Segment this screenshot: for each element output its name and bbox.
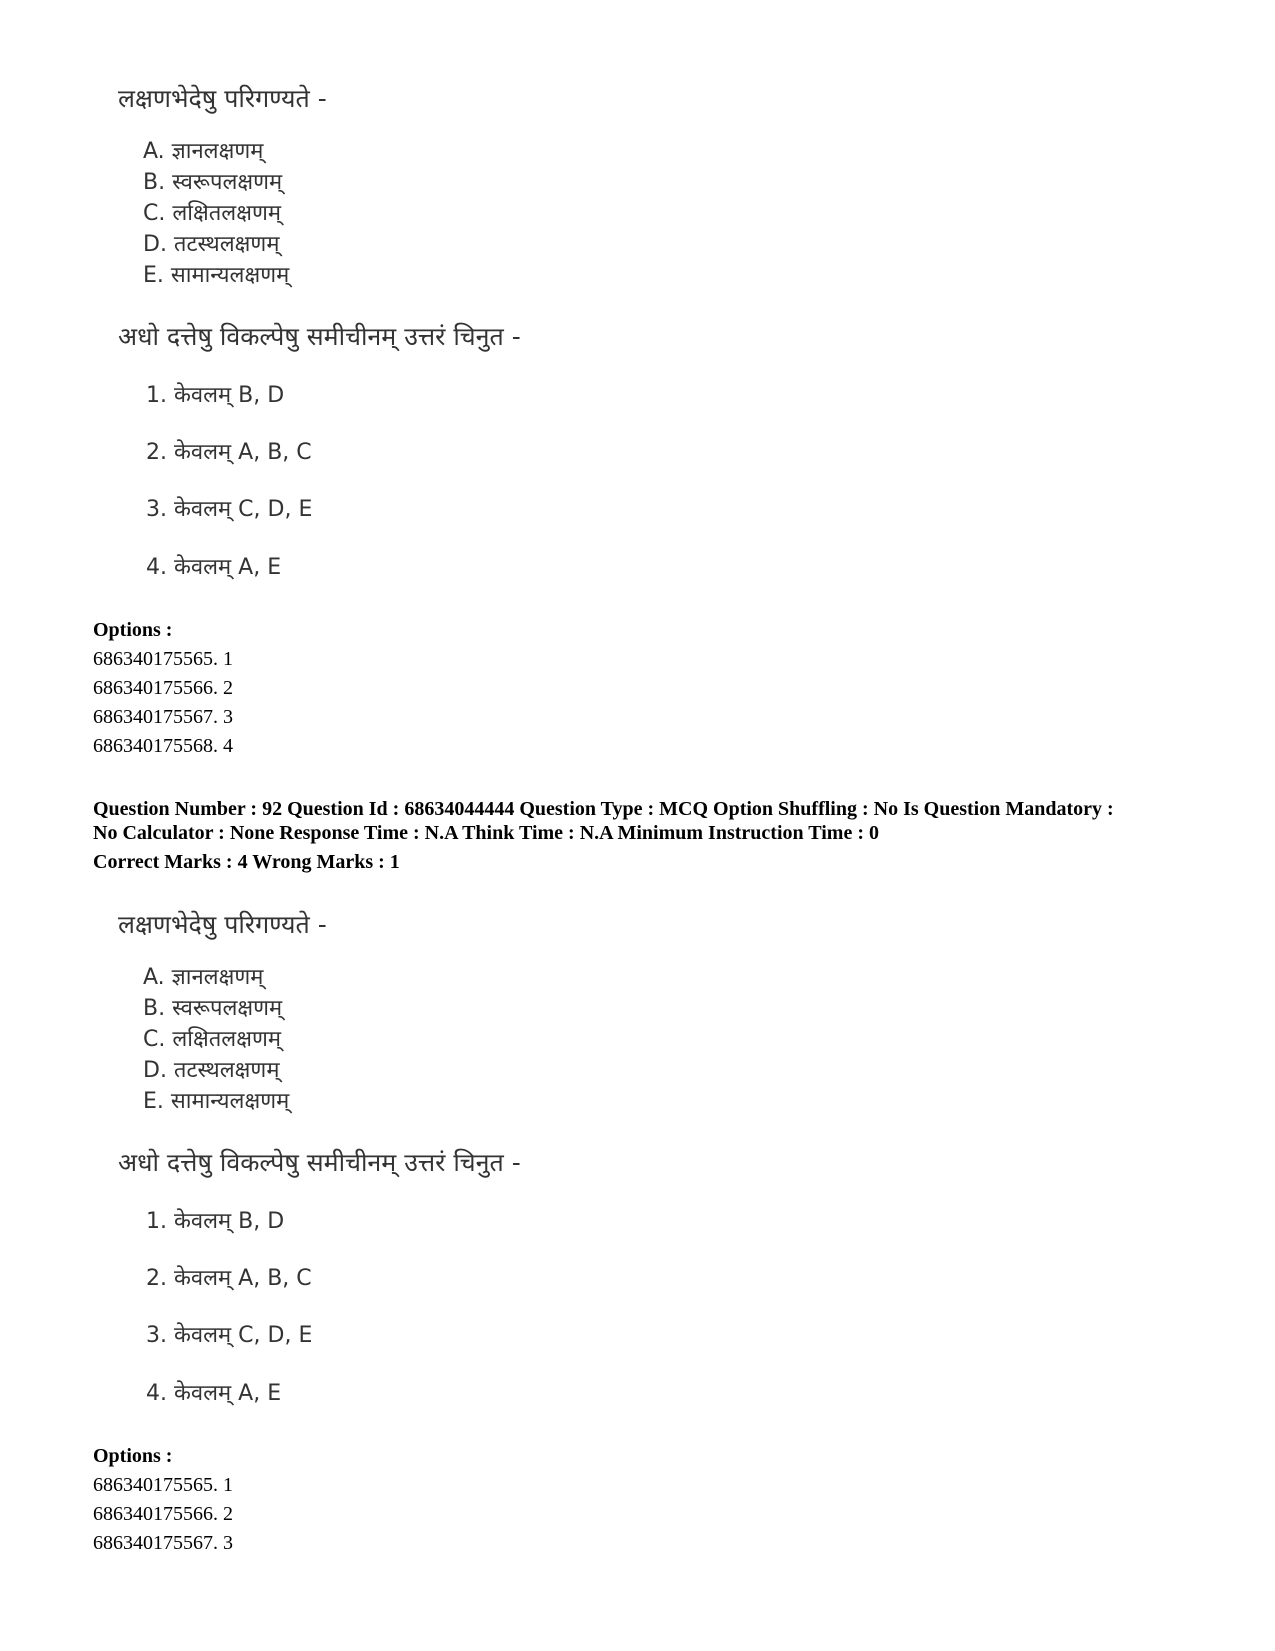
options-label: Options : (93, 619, 173, 641)
question-prompt: अधो दत्तेषु विकल्पेषु समीचीनम् उत्तरं चिनुत - (118, 322, 521, 351)
answer-choice-4: 4. केवलम् A, E (146, 1381, 282, 1406)
statement-e: E. सामान्यलक्षणम् (143, 1089, 290, 1114)
answer-choice-1: 1. केवलम् B, D (146, 1209, 285, 1234)
statement-a: A. ज्ञानलक्षणम् (143, 965, 264, 990)
statement-a: A. ज्ञानलक्षणम् (143, 139, 264, 164)
statement-e: E. सामान्यलक्षणम् (143, 263, 290, 288)
answer-choice-4: 4. केवलम् A, E (146, 555, 282, 580)
statement-b: B. स्वरूपलक्षणम् (143, 170, 283, 195)
option-id-2: 686340175566. 2 (93, 1503, 233, 1525)
answer-choice-3: 3. केवलम् C, D, E (146, 497, 313, 522)
answer-choice-2: 2. केवलम् A, B, C (146, 440, 312, 465)
question-stem: लक्षणभेदेषु परिगण्यते - (118, 910, 327, 939)
option-id-3: 686340175567. 3 (93, 1532, 233, 1554)
option-id-3: 686340175567. 3 (93, 706, 233, 728)
statement-c: C. लक्षितलक्षणम् (143, 1027, 282, 1052)
statement-c: C. लक्षितलक्षणम् (143, 201, 282, 226)
option-id-1: 686340175565. 1 (93, 648, 233, 670)
question-meta-line-1: Question Number : 92 Question Id : 68634044444 Question Type : MCQ Option Shuffling : No Is Question Mandatory : (93, 798, 1114, 820)
question-stem: लक्षणभेदेषु परिगण्यते - (118, 84, 327, 113)
option-id-2: 686340175566. 2 (93, 677, 233, 699)
statement-b: B. स्वरूपलक्षणम् (143, 996, 283, 1021)
question-prompt: अधो दत्तेषु विकल्पेषु समीचीनम् उत्तरं चिनुत - (118, 1148, 521, 1177)
statement-d: D. तटस्थलक्षणम् (143, 232, 280, 257)
statement-d: D. तटस्थलक्षणम् (143, 1058, 280, 1083)
question-marks: Correct Marks : 4 Wrong Marks : 1 (93, 851, 400, 873)
option-id-1: 686340175565. 1 (93, 1474, 233, 1496)
question-meta-line-2: No Calculator : None Response Time : N.A Think Time : N.A Minimum Instruction Time : 0 (93, 822, 879, 844)
answer-choice-1: 1. केवलम् B, D (146, 383, 285, 408)
option-id-4: 686340175568. 4 (93, 735, 233, 757)
options-label: Options : (93, 1445, 173, 1467)
answer-choice-2: 2. केवलम् A, B, C (146, 1266, 312, 1291)
answer-choice-3: 3. केवलम् C, D, E (146, 1323, 313, 1348)
